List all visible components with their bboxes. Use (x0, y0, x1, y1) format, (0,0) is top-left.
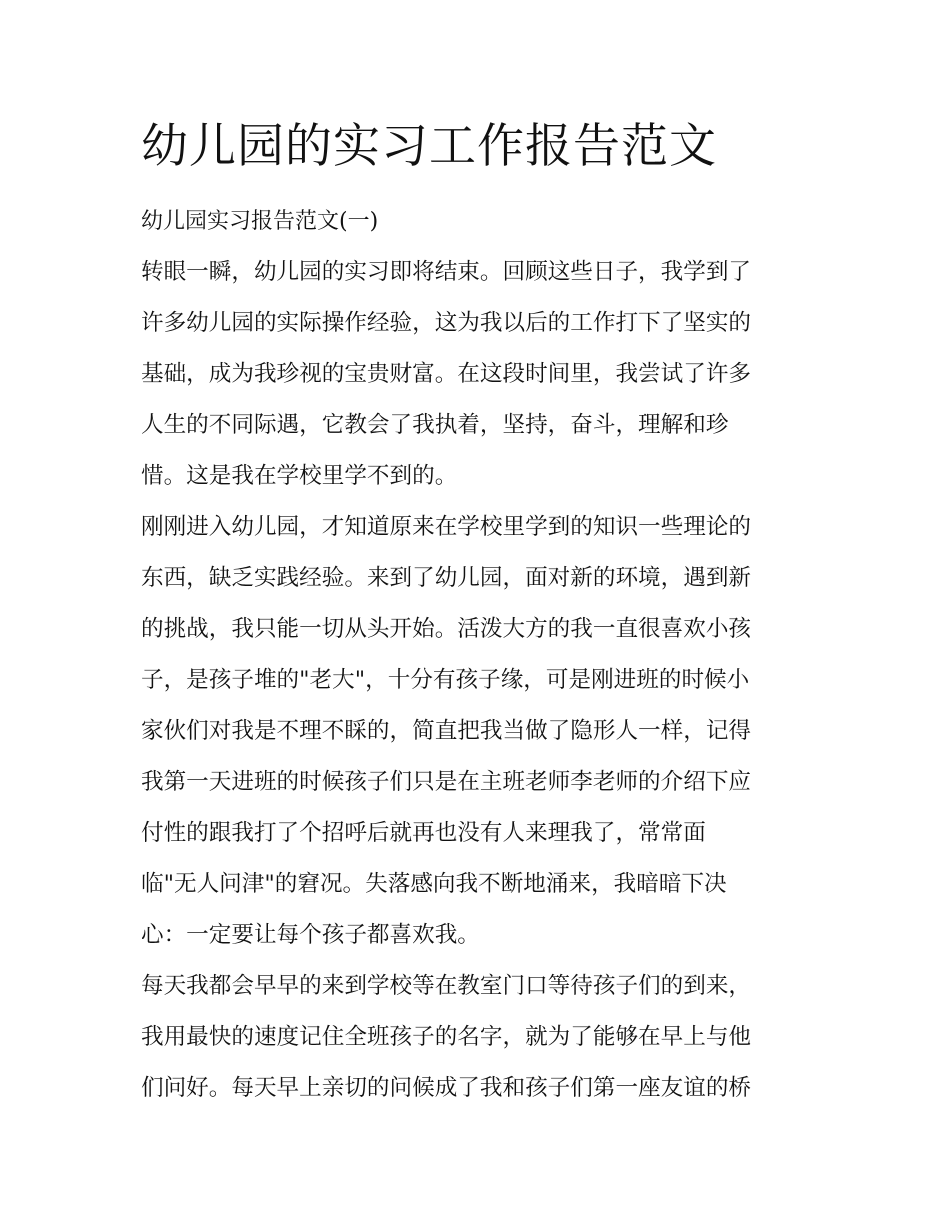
text-line: 刚刚进入幼儿园，才知道原来在学校里学到的知识一些理论的 (141, 514, 752, 540)
text-line: 人生的不同际遇，它教会了我执着，坚持，奋斗，理解和珍 (141, 412, 729, 438)
text-line: 我用最快的速度记住全班孩子的名字，就为了能够在早上与他 (141, 1024, 752, 1050)
text-line: 子，是孩子堆的"老大"，十分有孩子缘，可是刚进班的时候小 (141, 667, 750, 693)
text-line: 家伙们对我是不理不睬的，简直把我当做了隐形人一样，记得 (141, 718, 752, 744)
document-subtitle: 幼儿园实习报告范文(一) (141, 209, 379, 234)
paragraph-3 (141, 961, 813, 1114)
text-line: 惜。这是我在学校里学不到的。 (141, 463, 458, 489)
text-line: 心：一定要让每个孩子都喜欢我。 (141, 922, 480, 948)
paragraph-2 (141, 502, 813, 961)
text-line: 临"无人问津"的窘况。失落感向我不断地涌来，我暗暗下决 (141, 871, 727, 897)
document-title: 幼儿园的实习工作报告范文 (141, 119, 717, 174)
text-line: 基础，成为我珍视的宝贵财富。在这段时间里，我尝试了许多 (141, 361, 752, 387)
text-line: 的挑战，我只能一切从头开始。活泼大方的我一直很喜欢小孩 (141, 616, 752, 642)
text-line: 转眼一瞬，幼儿园的实习即将结束。回顾这些日子，我学到了 (141, 259, 752, 285)
text-line: 我第一天进班的时候孩子们只是在主班老师李老师的介绍下应 (141, 769, 752, 795)
text-line: 东西，缺乏实践经验。来到了幼儿园，面对新的环境，遇到新 (141, 565, 752, 591)
text-line: 许多幼儿园的实际操作经验，这为我以后的工作打下了坚实的 (141, 310, 752, 336)
document-body (141, 247, 813, 1114)
text-line: 们问好。每天早上亲切的问候成了我和孩子们第一座友谊的桥 (141, 1075, 752, 1101)
text-line: 每天我都会早早的来到学校等在教室门口等待孩子们的到来， (141, 973, 752, 999)
paragraph-1 (141, 247, 813, 502)
text-line: 付性的跟我打了个招呼后就再也没有人来理我了，常常面 (141, 820, 706, 846)
